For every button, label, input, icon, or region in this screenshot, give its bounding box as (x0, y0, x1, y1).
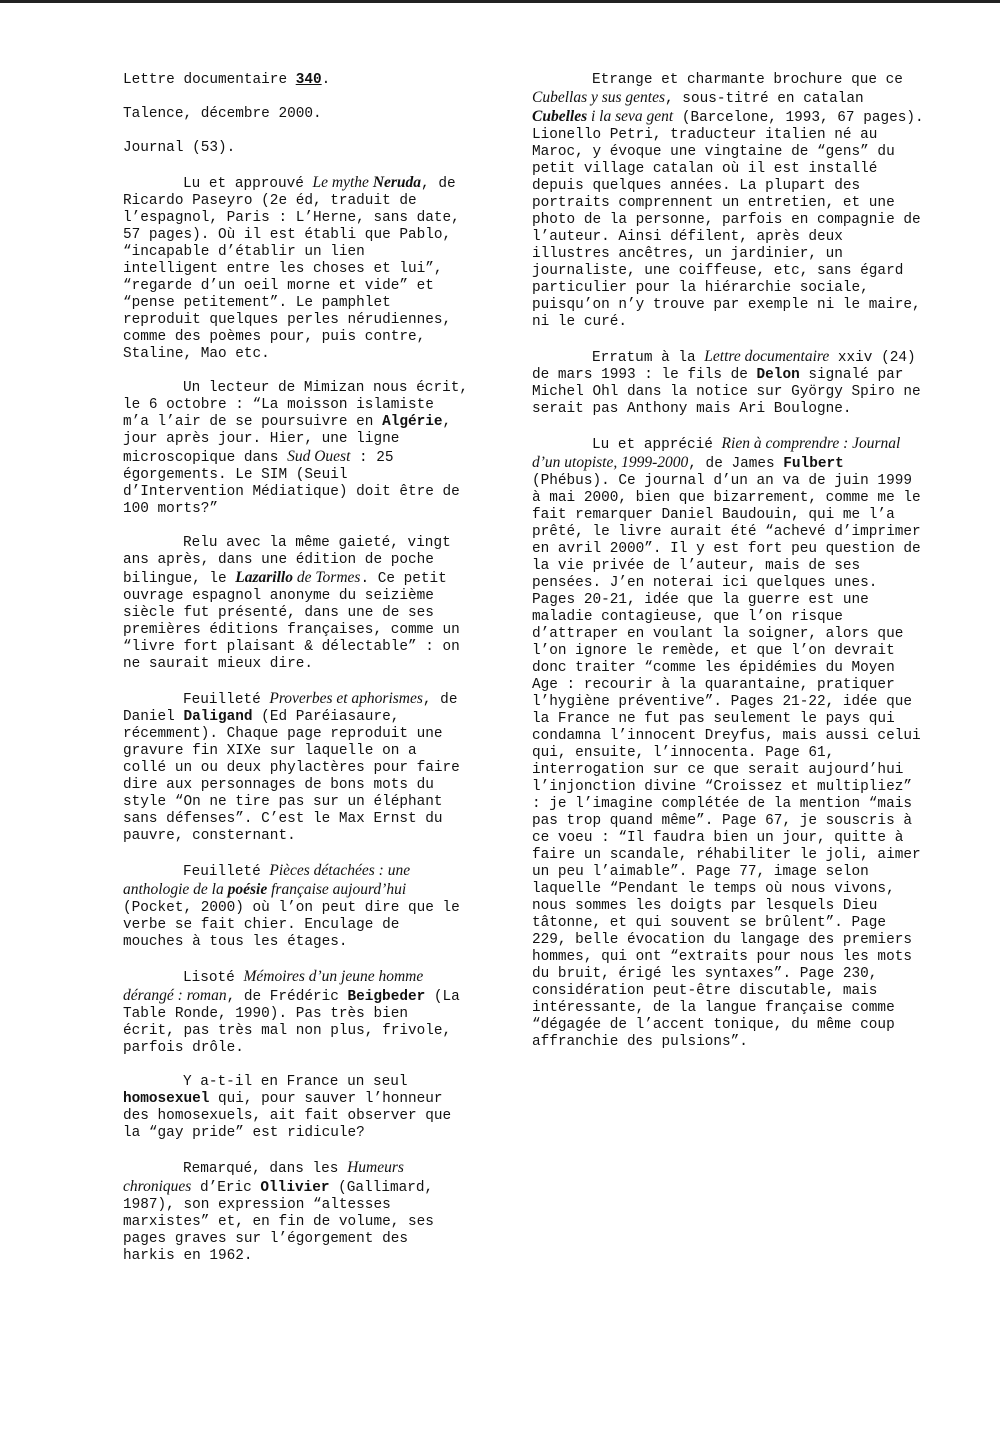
entry-cubellas: Etrange et charmante brochure que ce Cubellas y sus gentes, sous-titré en catalan Cubelles i la seva gent (Barcelone, 1993, 67 pages). Lionello Petri, traducteur italien né au Maroc, y évoque une vingtaine de “gens” du petit village catalan où il est installé depuis quelques années. La plupart des portraits comprennent un entretien, et une photo de la personne, parfois en compagnie de l’auteur. Ainsi défilent, après deux illustres ancêtres, un jardinier, un journaliste, une coiffeuse, etc, sans égard particulier pour la hiérarchie sociale, puisqu’on n’y trouve par exemple ni le maire, ni le curé. (532, 72, 924, 330)
entry-daligand: Feuilleté Proverbes et aphorismes, de Daniel Daligand (Ed Paréiasaure, récemment). Chaque page reproduit une gravure fin XIXe sur laquelle on a collé un ou deux phylactères pour faire dire aux personnages de bons mots du style “On ne tire pas sur un éléphant sans défenses”. C’est le Max Ernst du pauvre, consternant. (123, 690, 460, 844)
journal-number: Journal (53). (123, 140, 236, 156)
entry-beigbeder: Lisoté Mémoires d’un jeune homme dérangé : roman, de Frédéric Beigbeder (La Table Ronde, 1990). Pas très bien écrit, pas très mal non plus, frivole, parfois drôle. (123, 968, 460, 1056)
entry-fulbert: Lu et apprécié Rien à comprendre : Journal d’un utopiste, 1999-2000, de James Fulbert (Phébus). Ce journal d’un an va de juin 1999 à mai 2000, bien que bizarrement, comme me le fait remarquer Daniel Baudouin, qui me l’a prêté, le livre aurait été “achevé d’imprimer en avril 2000”. Il y est fort peu question de la vie privée de l’auteur, mais de ses pensées. J’en noterai ici quelques unes. Pages 20-21, idée que la guerre est une maladie contagieuse, que l’on risque d’attraper en voulant la soigner, alors que l’on ignore le remède, et que l’on devrait donc traiter “comme les épidémies du Moyen Age : recourir à la quarantaine, pratiquer l’hygiène préventive”. Pages 21-22, idée que la France ne fut pas seulement le pays qui condamna l’innocent Dreyfus, mais aussi celui qui, ensuite, l’innocenta. Page 61, interrogation sur ce que serait aujourd’hui l’injonction divine “Croissez et multipliez” : je l’imagine complétée de la mention “mais pas trop quand même”. Page 67, je souscris à ce voeu : “Il faudra bien un jour, quitte à faire un scandale, réhabiliter le joli, aimer un peu l’aimable”. Page 77, image selon laquelle “Pendant le temps où nous vivons, nous sommes les doigts par lesquels Dieu tâtonne, et qui souvent se brûlent”. Page 229, belle évocation du langage des premiers hommes, qui ont “extraits pour nous les mots du bruit, érigé les syntaxes”. Page 230, considération peut-être discutable, mais intéressante, de la langue française comme “dégagée de l’accent tonique, du même coup affranchie des pulsions”. (532, 435, 921, 1050)
entry-mimizan: Un lecteur de Mimizan nous écrit, le 6 octobre : “La moisson islamiste m’a l’air de se poursuivre en Algérie, jour après jour. Hier, une ligne microscopique dans Sud Ouest : 25 égorgements. Le SIM (Seuil d’Intervention Médiatique) doit être de 100 morts?” (123, 380, 468, 517)
entry-pieces-detachees: Feuilleté Pièces détachées : une anthologie de la poésie française aujourd’hui (Pocket, 2000) où l’on peut dire que le verbe se fait chier. Enculage de mouches à tous les étages. (123, 862, 460, 950)
left-column (123, 72, 468, 1282)
entry-erratum: Erratum à la Lettre documentaire xxiv (24) de mars 1993 : le fils de Delon signalé par Michel Ohl dans la notice sur György Spiro ne serait pas Anthony mais Ari Boulogne. (532, 348, 921, 417)
letter-heading: Lettre documentaire 340. (123, 72, 331, 88)
right-column (532, 72, 927, 1068)
entry-homosexuel: Y a-t-il en France un seul homosexuel qui, pour sauver l’honneur des homosexuels, ait fait observer que la “gay pride” est ridicule? (123, 1074, 452, 1141)
entry-lazarillo: Relu avec la même gaieté, vingt ans après, dans une édition de poche bilingue, le Lazarillo de Tormes. Ce petit ouvrage espagnol anonyme du seizième siècle fut présenté, dans une de ses premières éditions françaises, comme un “livre fort plaisant & délectable” : on ne saurait mieux dire. (123, 535, 460, 672)
place-date: Talence, décembre 2000. (123, 106, 322, 122)
entry-ollivier: Remarqué, dans les Humeurs chroniques d’Eric Ollivier (Gallimard, 1987), son expression “altesses marxistes” et, en fin de volume, ses pages graves sur l’égorgement des harkis en 1962. (123, 1159, 434, 1264)
page-top-border (0, 0, 1000, 3)
entry-neruda: Lu et approuvé Le mythe Neruda, de Ricardo Paseyro (2e éd, traduit de l’espagnol, Paris : L’Herne, sans date, 57 pages). Où il est établi que Pablo, “incapable d’établir un lien intelligent entre les choses et lui”, “regarde d’un oeil morne et vide” et “pense petitement”. Le pamphlet reproduit quelques perles nérudiennes, comme des poèmes pour, puis contre, Staline, Mao etc. (123, 174, 460, 362)
letter-number: 340 (295, 72, 322, 88)
